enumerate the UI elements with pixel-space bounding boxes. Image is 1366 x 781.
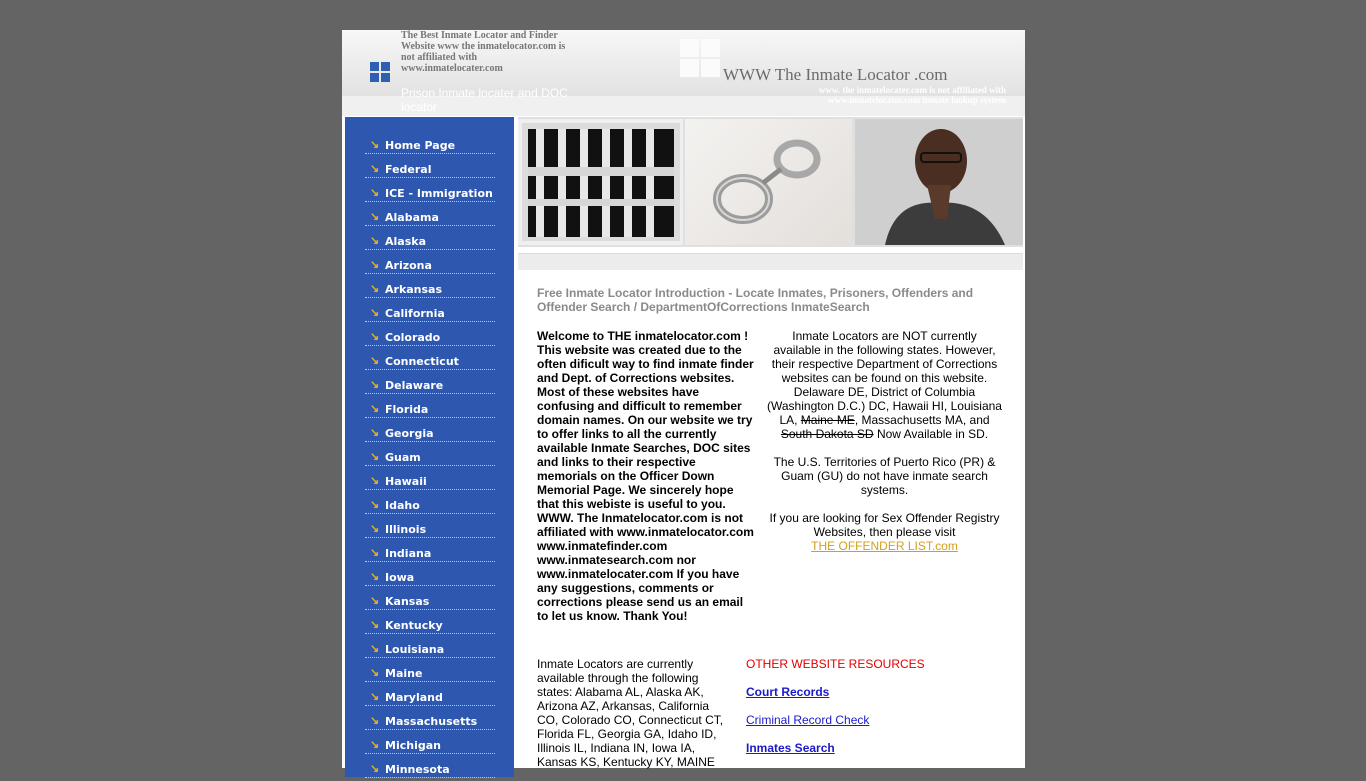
divider bbox=[365, 729, 495, 730]
other-resources bbox=[746, 657, 1006, 769]
arrow-down-right-icon: ↘ bbox=[370, 427, 380, 439]
arrow-down-right-icon: ↘ bbox=[370, 763, 380, 775]
sidebar-item-hawaii[interactable] bbox=[365, 469, 495, 493]
arrow-down-right-icon: ↘ bbox=[370, 331, 380, 343]
sidebar-item-label: Iowa bbox=[385, 571, 415, 584]
jail-bars-photo bbox=[518, 119, 683, 245]
divider bbox=[365, 249, 495, 250]
offender-list-link[interactable]: THE OFFENDER LIST.com bbox=[811, 539, 958, 553]
divider bbox=[365, 537, 495, 538]
sidebar-item-massachusetts[interactable] bbox=[365, 709, 495, 733]
divider-band bbox=[518, 253, 1023, 270]
sidebar-item-california[interactable] bbox=[365, 301, 495, 325]
sidebar-item-home-page[interactable] bbox=[365, 133, 495, 157]
sidebar-item-label: Hawaii bbox=[385, 475, 427, 488]
divider bbox=[365, 273, 495, 274]
sidebar-item-ice-immigration[interactable] bbox=[365, 181, 495, 205]
unavailable-maine: Maine ME bbox=[800, 413, 855, 427]
divider bbox=[365, 633, 495, 634]
sidebar-item-colorado[interactable] bbox=[365, 325, 495, 349]
sidebar-item-label: Indiana bbox=[385, 547, 432, 560]
sidebar-item-label: Maryland bbox=[385, 691, 443, 704]
sidebar-item-maryland[interactable] bbox=[365, 685, 495, 709]
site-title: WWW The Inmate Locator .com bbox=[723, 65, 948, 84]
criminal-record-check-link[interactable]: Criminal Record Check bbox=[746, 713, 870, 727]
arrow-down-right-icon: ↘ bbox=[370, 403, 380, 415]
divider bbox=[365, 369, 495, 370]
sex-offender-text: If you are looking for Sex Offender Registry Websites, then please visit bbox=[769, 511, 1000, 539]
arrow-down-right-icon: ↘ bbox=[370, 595, 380, 607]
site-header bbox=[342, 30, 1025, 116]
windows-logo-icon bbox=[370, 62, 390, 82]
header-disclaimer: www. the inmatelocater.com is not affiliated with www.inmatelocator.com inmate lookup system bbox=[818, 85, 1006, 105]
arrow-down-right-icon: ↘ bbox=[370, 715, 380, 727]
divider bbox=[365, 465, 495, 466]
sidebar-item-arizona[interactable] bbox=[365, 253, 495, 277]
sidebar-item-minnesota[interactable] bbox=[365, 757, 495, 781]
sidebar-item-illinois[interactable] bbox=[365, 517, 495, 541]
sidebar-item-label: Maine bbox=[385, 667, 423, 680]
arrow-down-right-icon: ↘ bbox=[370, 283, 380, 295]
header-photo-strip bbox=[518, 117, 1023, 247]
sidebar-item-louisiana[interactable] bbox=[365, 637, 495, 661]
arrow-down-right-icon: ↘ bbox=[370, 571, 380, 583]
sidebar-item-label: Colorado bbox=[385, 331, 441, 344]
arrow-down-right-icon: ↘ bbox=[370, 547, 380, 559]
sidebar-item-kansas[interactable] bbox=[365, 589, 495, 613]
arrow-down-right-icon: ↘ bbox=[370, 499, 380, 511]
welcome-text: Welcome to THE inmatelocator.com ! This website was created due to the often dificult way to find inmate finder and Dept. of Corrections websites. Most of these websites have confusing and difficult to remember domain names. On our website we try to offer links to all the currently available Inmate Searches, DOC sites and links to their respective memorials on the Officer Down Memorial Page. We sincerely hope that this webiste is useful to you. WWW. The Inmatelocator.com is not affiliated with www.inmatelocator.com www.inmatefinder.com www.inmatesearch.com nor www.inmatelocater.com If you have any suggestions, comments or corrections please send us an email to let us know. Thank You! bbox=[537, 329, 754, 623]
sidebar-item-label: Guam bbox=[385, 451, 421, 464]
divider bbox=[365, 225, 495, 226]
sidebar-item-label: Illinois bbox=[385, 523, 427, 536]
sidebar-item-label: Kansas bbox=[385, 595, 430, 608]
divider bbox=[365, 585, 495, 586]
divider bbox=[365, 393, 495, 394]
sidebar-item-maine[interactable] bbox=[365, 661, 495, 685]
sidebar-item-florida[interactable] bbox=[365, 397, 495, 421]
sidebar-item-label: Alabama bbox=[385, 211, 439, 224]
unavailable-sd: South Dakota SD bbox=[780, 427, 874, 441]
sidebar-item-label: Arizona bbox=[385, 259, 432, 272]
divider bbox=[365, 153, 495, 154]
sidebar-item-label: Delaware bbox=[385, 379, 444, 392]
header-tagline: The Best Inmate Locator and Finder Website www the inmatelocator.com is not affiliated with www.inmatelocater.com bbox=[401, 30, 566, 74]
arrow-down-right-icon: ↘ bbox=[370, 259, 380, 271]
unavailable-intro: Inmate Locators are NOT currently available in the following states. However, their respective Department of Corrections websites can be found on this website. Delaware DE, District of Columbia (Washington D.C.) DC, Hawaii HI, Louisiana LA, bbox=[767, 329, 1002, 427]
divider bbox=[365, 705, 495, 706]
sidebar-item-label: Home Page bbox=[385, 139, 456, 152]
unavailable-end: Now Available in SD. bbox=[876, 427, 989, 441]
divider bbox=[365, 513, 495, 514]
sidebar-item-alaska[interactable] bbox=[365, 229, 495, 253]
unavailable-states-text bbox=[767, 329, 1002, 553]
sidebar-item-label: Louisiana bbox=[385, 643, 445, 656]
sidebar-item-alabama[interactable] bbox=[365, 205, 495, 229]
arrow-down-right-icon: ↘ bbox=[370, 355, 380, 367]
arrow-down-right-icon: ↘ bbox=[370, 307, 380, 319]
arrow-down-right-icon: ↘ bbox=[370, 211, 380, 223]
sidebar-item-georgia[interactable] bbox=[365, 421, 495, 445]
divider bbox=[365, 681, 495, 682]
sidebar-item-label: Georgia bbox=[385, 427, 434, 440]
arrow-down-right-icon: ↘ bbox=[370, 163, 380, 175]
header-squares-icon bbox=[680, 39, 720, 77]
resources-heading: OTHER WEBSITE RESOURCES bbox=[746, 657, 925, 671]
divider bbox=[365, 561, 495, 562]
court-records-link[interactable]: Court Records bbox=[746, 685, 830, 699]
arrow-down-right-icon: ↘ bbox=[370, 379, 380, 391]
header-subtagline: Prison Inmate locater and DOC locator bbox=[401, 86, 568, 114]
sidebar-item-label: Federal bbox=[385, 163, 432, 176]
arrow-down-right-icon: ↘ bbox=[370, 691, 380, 703]
divider bbox=[365, 297, 495, 298]
divider bbox=[365, 657, 495, 658]
available-states-text: Inmate Locators are currently available through the following states: Alabama AL, Alaska AK, Arizona AZ, Arkansas, California CO, Colorado CO, Connecticut CT, Florida FL, Georgia GA, Idaho ID, Illinois IL, Indiana IN, Iowa IA, Kansas KS, Kentucky KY, MAINE bbox=[537, 657, 724, 769]
sidebar-item-delaware[interactable] bbox=[365, 373, 495, 397]
sidebar-item-arkansas[interactable] bbox=[365, 277, 495, 301]
divider bbox=[365, 441, 495, 442]
divider bbox=[365, 177, 495, 178]
arrow-down-right-icon: ↘ bbox=[370, 739, 380, 751]
arrow-down-right-icon: ↘ bbox=[370, 643, 380, 655]
sidebar-item-label: Alaska bbox=[385, 235, 426, 248]
sidebar-item-label: Arkansas bbox=[385, 283, 443, 296]
sidebar-item-label: Michigan bbox=[385, 739, 441, 752]
divider bbox=[365, 345, 495, 346]
arrow-down-right-icon: ↘ bbox=[370, 475, 380, 487]
sidebar-item-label: ICE - Immigration bbox=[385, 187, 493, 200]
arrow-down-right-icon: ↘ bbox=[370, 139, 380, 151]
sidebar-item-label: Idaho bbox=[385, 499, 420, 512]
divider bbox=[365, 321, 495, 322]
sidebar-item-iowa[interactable] bbox=[365, 565, 495, 589]
sidebar-item-michigan[interactable] bbox=[365, 733, 495, 757]
divider bbox=[365, 777, 495, 778]
arrow-down-right-icon: ↘ bbox=[370, 187, 380, 199]
arrow-down-right-icon: ↘ bbox=[370, 619, 380, 631]
sidebar-item-federal[interactable] bbox=[365, 157, 495, 181]
sidebar-item-label: California bbox=[385, 307, 445, 320]
arrow-down-right-icon: ↘ bbox=[370, 523, 380, 535]
handcuffs-photo bbox=[685, 119, 852, 245]
page-title: Free Inmate Locator Introduction - Locate Inmates, Prisoners, Offenders and Offender Search / DepartmentOfCorrections InmateSearch bbox=[537, 286, 974, 314]
divider bbox=[365, 753, 495, 754]
inmates-search-link[interactable]: Inmates Search bbox=[746, 741, 835, 755]
sidebar-item-guam[interactable] bbox=[365, 445, 495, 469]
sidebar-item-label: Florida bbox=[385, 403, 429, 416]
sidebar-item-indiana[interactable] bbox=[365, 541, 495, 565]
arrow-down-right-icon: ↘ bbox=[370, 451, 380, 463]
sidebar-item-kentucky[interactable] bbox=[365, 613, 495, 637]
man-thinking-photo bbox=[855, 119, 1023, 245]
unavailable-mid: , Massachusetts MA, and bbox=[854, 413, 990, 427]
sidebar-item-label: Connecticut bbox=[385, 355, 459, 368]
sidebar-item-label: Minnesota bbox=[385, 763, 450, 776]
divider bbox=[365, 417, 495, 418]
page-container bbox=[342, 30, 1025, 776]
sidebar-nav bbox=[345, 117, 514, 777]
sidebar-item-label: Massachusetts bbox=[385, 715, 478, 728]
territories-text: The U.S. Territories of Puerto Rico (PR) & Guam (GU) do not have inmate search systems. bbox=[773, 455, 996, 497]
divider bbox=[365, 609, 495, 610]
divider bbox=[365, 489, 495, 490]
sidebar-item-idaho[interactable] bbox=[365, 493, 495, 517]
sidebar-item-label: Kentucky bbox=[385, 619, 443, 632]
arrow-down-right-icon: ↘ bbox=[370, 667, 380, 679]
divider bbox=[365, 201, 495, 202]
arrow-down-right-icon: ↘ bbox=[370, 235, 380, 247]
sidebar-item-connecticut[interactable] bbox=[365, 349, 495, 373]
